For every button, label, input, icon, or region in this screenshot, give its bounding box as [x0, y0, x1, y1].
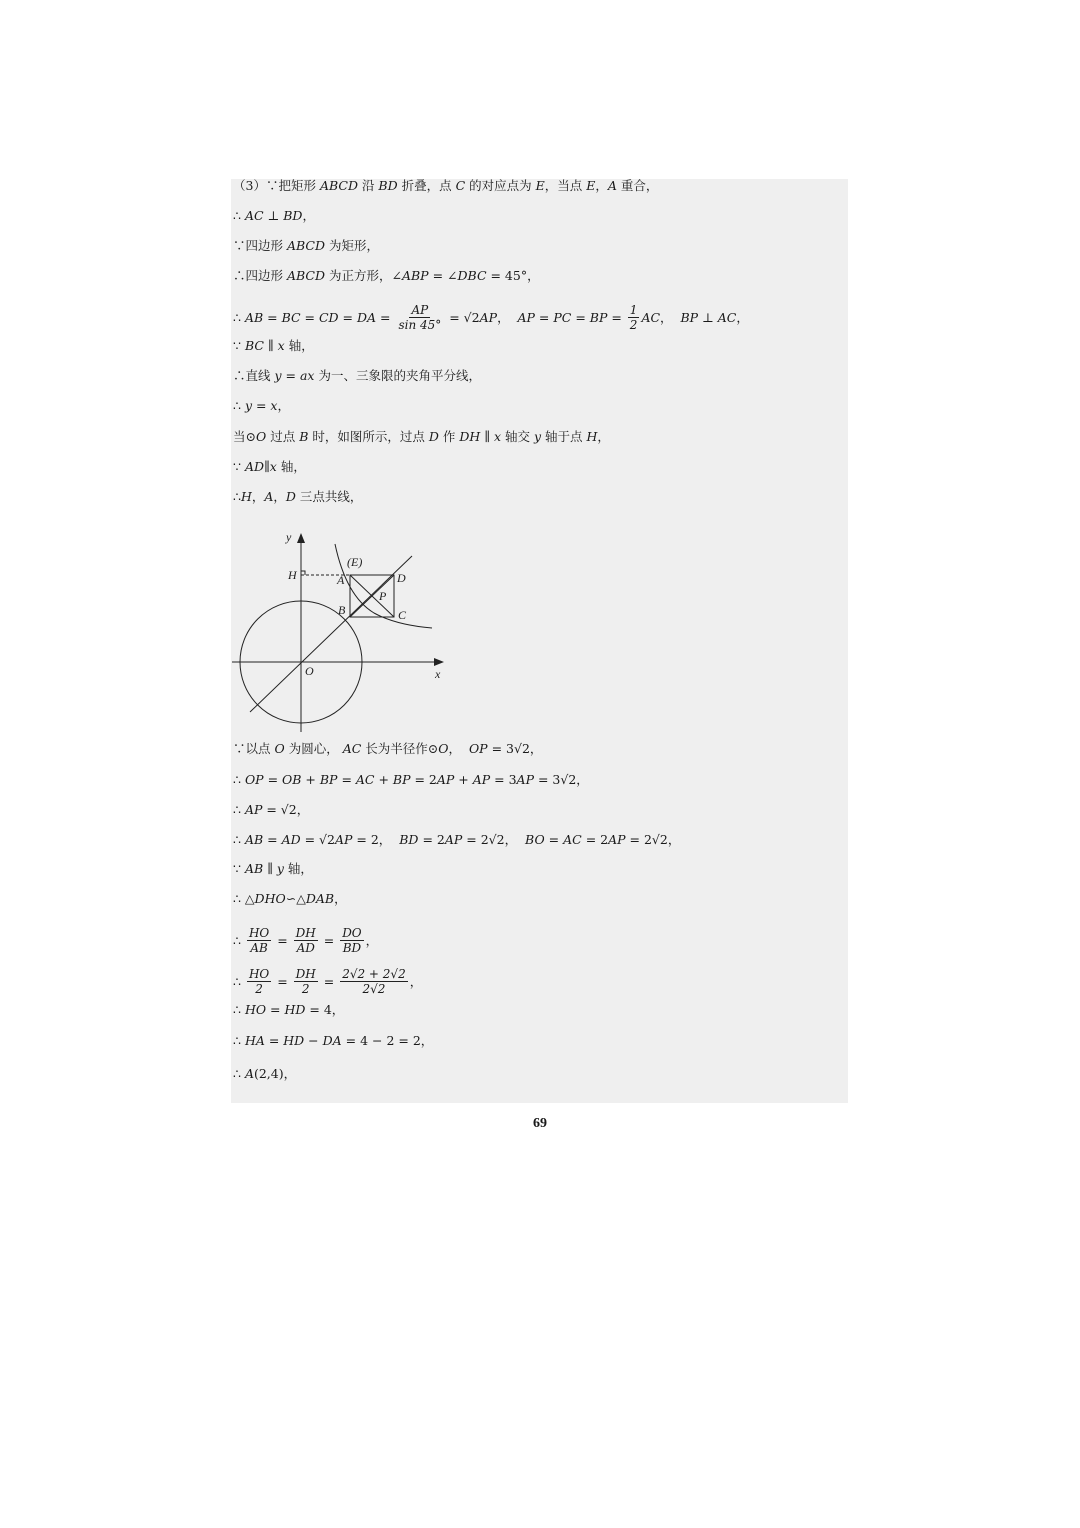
fraction-numerator: AP: [411, 303, 429, 317]
text-segment: ∴: [233, 489, 241, 504]
text-segment: ∴四边形: [233, 268, 287, 283]
math-segment: AP: [516, 772, 534, 787]
fraction-denominator: AB: [250, 941, 268, 955]
text-segment: = ∠: [428, 268, 458, 283]
math-segment: BD: [399, 832, 419, 847]
text-segment: = 2√2，: [625, 832, 681, 847]
label-p: P: [379, 589, 387, 603]
text-segment: ∵: [233, 459, 245, 474]
text-segment: = 4，: [305, 1002, 345, 1017]
math-segment: B: [299, 429, 309, 444]
text-segment: ，: [595, 178, 608, 193]
text-segment: 折叠，点: [397, 178, 456, 193]
text-segment: ，: [660, 309, 681, 325]
label-o: O: [305, 664, 314, 678]
text-segment: 轴交: [501, 429, 534, 444]
math-segment: AB = AD: [244, 832, 301, 847]
solution-line: [233, 967, 422, 996]
text-segment: ∴: [233, 973, 245, 989]
solution-line: [233, 772, 589, 788]
math-segment: x: [277, 338, 285, 353]
label-b: B: [338, 603, 346, 617]
text-segment: ，: [597, 429, 610, 444]
solution-line: [233, 429, 610, 445]
math-segment: AP: [244, 802, 263, 817]
text-segment: ∵以点: [233, 741, 275, 756]
solution-line: [233, 398, 290, 414]
solution-line: [233, 1066, 296, 1082]
fraction-denominator: 2: [629, 318, 638, 332]
math-segment: AC: [641, 309, 661, 325]
text-segment: = 2: [410, 772, 437, 787]
solution-line: [233, 238, 379, 254]
text-segment: ∥: [263, 338, 278, 353]
math-segment: ABCD: [286, 238, 326, 253]
fraction-numerator: DH: [295, 967, 316, 981]
geometry-figure: [228, 528, 450, 734]
label-c: C: [398, 608, 407, 622]
text-segment: ∴: [233, 1002, 245, 1017]
text-segment: ∴: [233, 1066, 245, 1081]
text-segment: ∴: [233, 802, 245, 817]
text-segment: = 2: [581, 832, 609, 847]
text-segment: 重合，: [616, 178, 659, 193]
math-segment: AC: [342, 741, 362, 756]
math-segment: AD: [244, 459, 264, 474]
text-segment: ∴ △: [233, 891, 255, 906]
math-segment: AC ⊥ BD: [244, 208, 303, 223]
text-segment: ∴: [233, 932, 245, 948]
text-segment: ，: [277, 398, 290, 413]
text-segment: 为矩形，: [325, 238, 379, 253]
text-segment: 长为半径作⊙: [361, 741, 439, 756]
text-segment: 为一、三象限的夹角平分线，: [314, 368, 481, 383]
math-segment: HA = HD − DA: [244, 1033, 342, 1048]
math-segment: DBC: [457, 268, 487, 283]
math-segment: BC: [244, 338, 264, 353]
page-number: 69: [533, 1116, 547, 1131]
text-segment: ∴直线: [233, 368, 275, 383]
text-segment: ，: [334, 891, 347, 906]
math-segment: BO = AC: [525, 832, 582, 847]
math-segment: E: [535, 178, 545, 193]
text-segment: ，: [302, 208, 315, 223]
math-segment: x: [493, 429, 502, 444]
text-segment: ，: [409, 973, 423, 989]
math-segment: AB = BC = CD = DA: [244, 309, 377, 325]
fraction-denominator: 2: [301, 982, 310, 996]
math-segment: AP: [608, 832, 626, 847]
fraction-numerator: 1: [629, 303, 638, 317]
text-segment: =: [319, 932, 339, 948]
math-segment: AP = PC = BP: [517, 309, 608, 325]
text-segment: = √2: [445, 309, 480, 325]
y-axis-arrow: [297, 533, 305, 543]
text-segment: ，: [736, 309, 749, 325]
math-segment: DHO: [254, 891, 286, 906]
text-segment: ，: [448, 741, 469, 756]
solution-line: [233, 1033, 433, 1049]
fraction-numerator: DH: [295, 926, 316, 940]
math-segment: O: [274, 741, 285, 756]
fraction-denominator: BD: [342, 941, 362, 955]
solution-line: [233, 741, 542, 757]
fraction-numerator: HO: [248, 967, 270, 981]
text-segment: 作: [438, 429, 460, 444]
math-segment: C: [455, 178, 466, 193]
text-segment: 轴于点: [541, 429, 587, 444]
text-segment: ∽△: [285, 891, 306, 906]
text-segment: = √2，: [262, 802, 310, 817]
text-segment: 当⊙: [233, 429, 256, 444]
label-y: y: [286, 530, 292, 544]
fraction: [294, 926, 318, 955]
solution-line: [233, 861, 313, 877]
fraction: [340, 967, 408, 996]
text-segment: ，: [251, 489, 265, 504]
line-y-equals-x: [250, 556, 412, 712]
math-segment: DAB: [305, 891, 335, 906]
text-segment: ，: [273, 489, 286, 504]
text-segment: =: [273, 932, 292, 948]
text-segment: ∴: [233, 772, 245, 787]
math-segment: E: [586, 178, 596, 193]
fraction: [340, 926, 363, 955]
solution-line: [233, 891, 347, 907]
math-segment: A: [244, 1066, 254, 1081]
solution-line: [233, 178, 658, 194]
fraction: [294, 967, 318, 996]
math-segment: ABCD: [286, 268, 326, 283]
math-segment: DH: [459, 429, 481, 444]
text-segment: ∴: [233, 1033, 245, 1048]
math-segment: A: [607, 178, 617, 193]
text-segment: = 3√2，: [534, 772, 589, 787]
math-segment: BD: [378, 178, 398, 193]
solution-line: [233, 303, 749, 332]
text-segment: ∵: [233, 338, 245, 353]
math-segment: AP: [479, 309, 498, 325]
text-segment: ∴: [233, 832, 245, 847]
text-segment: ∥: [480, 429, 494, 444]
label-d: D: [397, 571, 406, 585]
fraction: [247, 926, 271, 955]
solution-line: [233, 368, 481, 384]
x-axis-arrow: [434, 658, 444, 666]
text-segment: （3）∵把矩形: [233, 178, 320, 193]
fraction-numerator: 2√2 + 2√2: [342, 967, 406, 981]
text-segment: 的对应点为: [465, 178, 536, 193]
math-segment: D: [285, 489, 296, 504]
text-segment: = 3√2，: [487, 741, 543, 756]
fraction-denominator: 2√2: [362, 982, 386, 996]
text-segment: ∴: [233, 309, 245, 325]
text-segment: 为圆心，: [284, 741, 343, 756]
text-segment: = √2: [300, 832, 335, 847]
solution-line: [233, 338, 314, 354]
fraction-denominator: sin 45°: [398, 318, 442, 332]
math-segment: y: [276, 861, 284, 876]
math-segment: OP: [468, 741, 488, 756]
text-segment: ∵: [233, 861, 245, 876]
label-e: (E): [347, 555, 363, 569]
math-segment: y: [534, 429, 542, 444]
math-segment: H: [586, 429, 598, 444]
solution-line: [233, 208, 315, 224]
text-segment: =: [319, 973, 339, 989]
text-segment: ，: [365, 932, 379, 948]
text-segment: =: [273, 973, 292, 989]
math-segment: AP: [444, 832, 463, 847]
math-segment: AP: [334, 832, 353, 847]
text-segment: = 45°，: [486, 268, 540, 283]
solution-line: [233, 459, 306, 475]
math-segment: AB: [244, 861, 264, 876]
solution-line: [233, 802, 309, 818]
fraction-denominator: AD: [296, 941, 315, 955]
fraction-numerator: DO: [342, 926, 362, 940]
text-segment: 三点共线，: [295, 489, 363, 504]
text-segment: = 3: [490, 772, 517, 787]
math-segment: D: [428, 429, 439, 444]
solution-line: [233, 1002, 344, 1018]
text-segment: ∴: [233, 208, 245, 223]
text-segment: 轴，: [283, 861, 313, 876]
fraction: [247, 967, 271, 996]
text-segment: 轴，: [276, 459, 306, 474]
math-segment: OP = OB + BP = AC + BP: [244, 772, 411, 787]
text-segment: =: [376, 309, 395, 325]
text-segment: ∴: [233, 398, 245, 413]
math-segment: y = x: [244, 398, 278, 413]
fraction-denominator: 2: [255, 982, 263, 996]
math-segment: AP + AP: [436, 772, 491, 787]
solution-line: [233, 268, 540, 284]
text-segment: ∥: [264, 459, 270, 474]
solution-line: [233, 832, 680, 848]
solution-line: [233, 489, 362, 505]
math-segment: HO = HD: [244, 1002, 306, 1017]
math-segment: y = ax: [274, 368, 315, 383]
right-angle-mark: [301, 571, 305, 575]
text-segment: 过点: [266, 429, 300, 444]
math-segment: A: [264, 489, 274, 504]
text-segment: 时，如图所示，过点: [308, 429, 429, 444]
math-segment: BP ⊥ AC: [680, 309, 737, 325]
text-segment: 为正方形，∠: [325, 268, 402, 283]
text-segment: = 2: [418, 832, 445, 847]
math-segment: ABP: [401, 268, 429, 283]
label-h: H: [288, 568, 297, 582]
fraction: [628, 303, 640, 332]
fraction-numerator: HO: [248, 926, 270, 940]
solution-line: [233, 926, 378, 955]
text-segment: ，: [497, 309, 518, 325]
fraction: [396, 303, 443, 332]
text-segment: ∥: [263, 861, 277, 876]
text-segment: ∵四边形: [233, 238, 287, 253]
math-segment: ABCD: [319, 178, 358, 193]
label-a: A: [337, 573, 345, 587]
math-segment: O: [255, 429, 267, 444]
text-segment: ，当点: [544, 178, 587, 193]
text-segment: 沿: [357, 178, 379, 193]
text-segment: = 2，: [352, 832, 400, 847]
math-segment: H: [240, 489, 252, 504]
text-segment: = 2√2，: [462, 832, 526, 847]
text-segment: =: [607, 309, 626, 325]
text-segment: = 4 − 2 = 2，: [341, 1033, 434, 1048]
label-x: x: [435, 667, 441, 681]
text-segment: 轴，: [284, 338, 314, 353]
math-segment: x: [269, 459, 277, 474]
text-segment: (2,4)，: [253, 1066, 297, 1081]
math-segment: O: [438, 741, 449, 756]
